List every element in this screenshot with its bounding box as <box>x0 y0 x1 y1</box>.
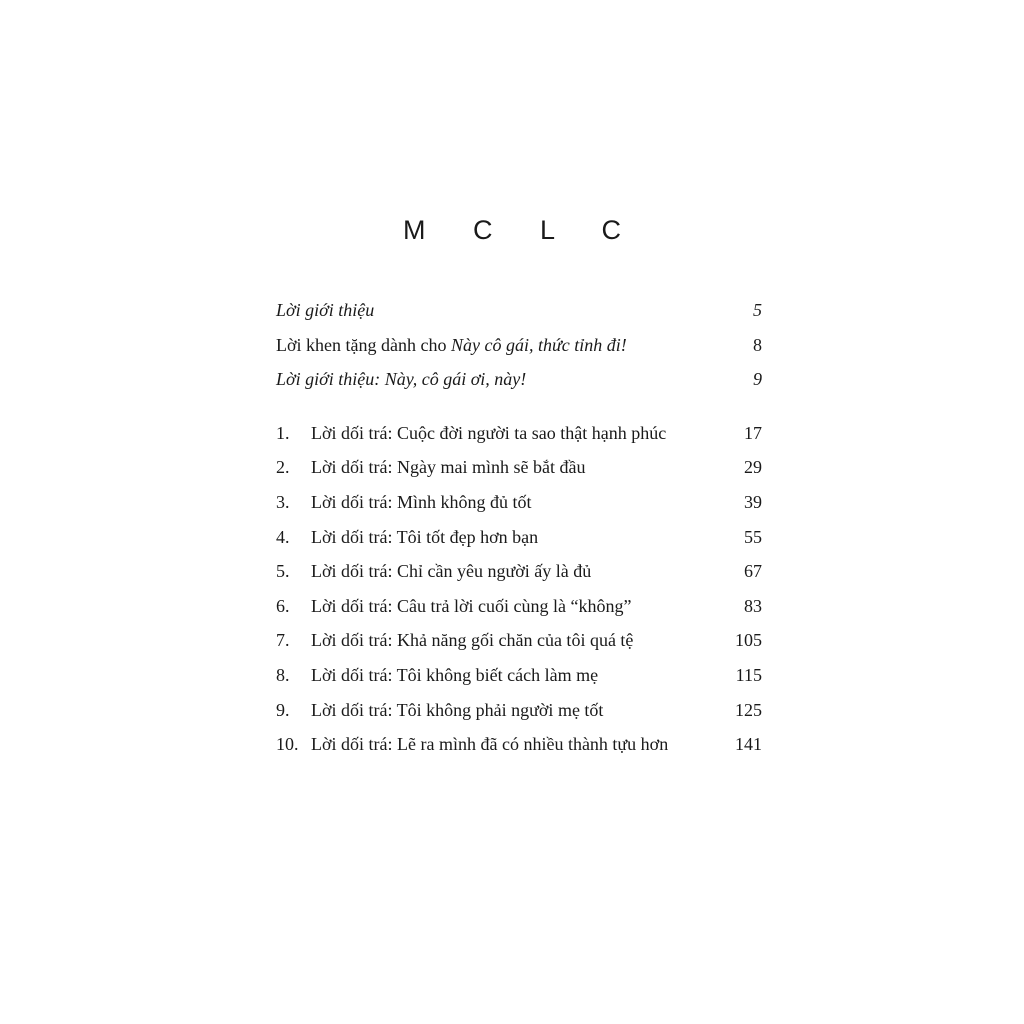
chapter-list <box>276 416 762 762</box>
toc-entry-left <box>276 693 603 728</box>
toc-entry-title-part: Này cô gái, thức tỉnh đi! <box>450 334 627 355</box>
toc-entry-left <box>276 623 633 658</box>
toc-entry-front <box>276 362 762 397</box>
chapter-title: Lời dối trá: Cuộc đời người ta sao thật hạnh phúc <box>311 422 667 443</box>
toc-entry-chapter <box>276 554 762 589</box>
toc-entry-chapter <box>276 520 762 555</box>
toc-entry-title <box>276 328 627 363</box>
toc-entry-title-part: Lời khen tặng dành cho <box>276 334 451 355</box>
chapter-number: 7. <box>276 630 290 651</box>
toc-entry-page-number: 8 <box>753 334 762 355</box>
chapter-number: 1. <box>276 422 290 443</box>
toc-entry-page-number: 115 <box>735 664 762 685</box>
toc-entry-front <box>276 293 762 328</box>
chapter-title: Lời dối trá: Lẽ ra mình đã có nhiều thành tựu hơn <box>311 734 669 755</box>
toc-entry-chapter <box>276 589 762 624</box>
chapter-title: Lời dối trá: Chỉ cần yêu người ấy là đủ <box>311 561 592 582</box>
chapter-number: 8. <box>276 664 290 685</box>
toc-entry-page-number: 29 <box>744 457 762 478</box>
toc-entry-chapter <box>276 485 762 520</box>
chapter-number: 4. <box>276 526 290 547</box>
chapter-title: Lời dối trá: Tôi không biết cách làm mẹ <box>311 664 599 685</box>
toc-entry-title-part: Lời giới thiệu: Này, cô gái ơi, này! <box>276 369 527 390</box>
chapter-number: 2. <box>276 457 290 478</box>
toc-entry-left <box>276 658 598 693</box>
toc-entry-chapter <box>276 658 762 693</box>
front-matter-list <box>276 293 762 397</box>
chapter-title: Lời dối trá: Ngày mai mình sẽ bắt đầu <box>311 457 586 478</box>
chapter-number: 9. <box>276 699 290 720</box>
toc-entry-page-number: 105 <box>735 630 762 651</box>
chapter-number: 10. <box>276 734 299 755</box>
table-of-contents <box>276 293 762 762</box>
toc-entry-page-number: 125 <box>735 699 762 720</box>
section-gap <box>276 397 762 416</box>
toc-entry-page-number: 39 <box>744 491 762 512</box>
chapter-number: 5. <box>276 561 290 582</box>
toc-entry-page-number: 83 <box>744 595 762 616</box>
toc-entry-front <box>276 328 762 363</box>
toc-entry-chapter <box>276 416 762 451</box>
chapter-title: Lời dối trá: Khả năng gối chăn của tôi quá tệ <box>311 630 634 651</box>
chapter-number: 3. <box>276 491 290 512</box>
toc-entry-left <box>276 554 591 589</box>
toc-entry-page-number: 17 <box>744 422 762 443</box>
chapter-number: 6. <box>276 595 290 616</box>
toc-entry-page-number: 9 <box>753 369 762 390</box>
toc-entry-left <box>276 485 532 520</box>
toc-entry-page-number: 141 <box>735 734 762 755</box>
toc-entry-left <box>276 589 631 624</box>
toc-entry-title <box>276 362 526 397</box>
toc-entry-left <box>276 727 668 762</box>
toc-entry-chapter <box>276 450 762 485</box>
toc-entry-page-number: 67 <box>744 561 762 582</box>
chapter-title: Lời dối trá: Mình không đủ tốt <box>311 491 532 512</box>
chapter-title: Lời dối trá: Câu trả lời cuối cùng là “không” <box>311 595 632 616</box>
toc-entry-title <box>276 293 374 328</box>
toc-entry-chapter <box>276 623 762 658</box>
toc-entry-left <box>276 450 585 485</box>
chapter-title: Lời dối trá: Tôi tốt đẹp hơn bạn <box>311 526 539 547</box>
toc-entry-page-number: 55 <box>744 526 762 547</box>
toc-entry-chapter <box>276 693 762 728</box>
page-title: M C L C <box>402 215 641 246</box>
toc-entry-title-part: Lời giới thiệu <box>276 300 375 320</box>
chapter-title: Lời dối trá: Tôi không phải người mẹ tốt <box>311 699 604 720</box>
toc-entry-left <box>276 416 666 451</box>
toc-entry-left <box>276 520 538 555</box>
toc-entry-page-number: 5 <box>753 300 762 320</box>
toc-entry-chapter <box>276 727 762 762</box>
